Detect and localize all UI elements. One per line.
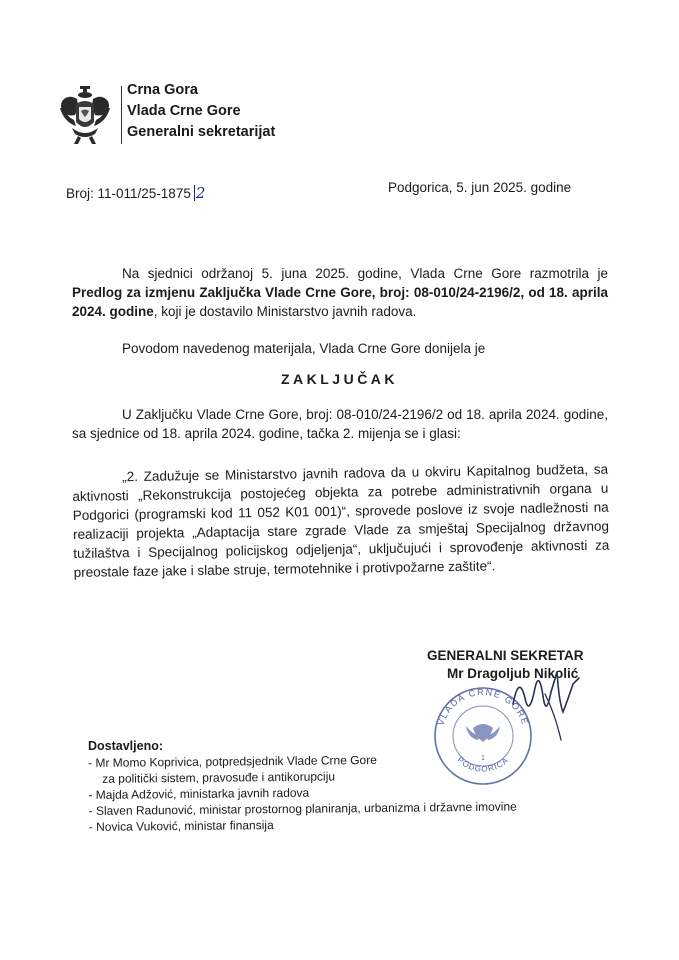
handwritten-signature <box>505 664 595 744</box>
intro-paragraph <box>72 264 608 321</box>
distribution-item: - Majda Adžović, ministarka javnih radova <box>88 785 310 802</box>
header-line-country: Crna Gora <box>127 82 198 98</box>
seal-top-text: VLADA CRNE GORE <box>435 686 531 727</box>
distribution-list <box>88 738 516 835</box>
distribution-item-line: - Mr Momo Koprivica, potpredsjednik Vlade Crne Gore <box>88 752 377 770</box>
header-line-government: Vlada Crne Gore <box>127 103 241 119</box>
amended-point-paragraph: „2. Zadužuje se Ministarstvo javnih radova da u okviru Kapitalnog budžeta, sa aktivnosti „Rekonstrukcija postojećeg objekta za potrebe administrativnih organa u Podgorici (programski kod 11 052 K01 001)“, sprovede poslove iz svoje nadležnosti na realizaciji projekta „Adaptacija stare zgrade Vlade za smještaj Specijalnog državnog tužilaštva i Specijalnog policijskog odjeljenja“, uključujući i sprovođenje aktivnosti za preostale faze jake i slabe struje, termotehnike i protivpožarne zaštite“. <box>72 461 610 580</box>
conclusion-heading: ZAKLJUČAK <box>280 371 399 387</box>
intro-text-start: Na sjednici održanoj 5. juna 2025. godine, Vlada Crne Gore razmotrila je <box>122 266 608 281</box>
institution-header <box>127 80 275 143</box>
document-number <box>66 184 205 202</box>
seal-bottom-text: PODGORICA <box>455 755 511 774</box>
place-and-date: Podgorica, 5. jun 2025. godine <box>388 180 572 195</box>
intro-text-end: , koji je dostavilo Ministarstvo javnih radova. <box>153 304 417 319</box>
seal-number: 1 <box>481 755 485 762</box>
proposal-title: Predlog za izmjenu Zaključka Vlade Crne Gore, broj: 08-010/24-2196/2, od 18. aprila 2024. godine <box>72 285 608 319</box>
coat-of-arms-icon <box>58 84 112 146</box>
signatory-title: GENERALNI SEKRETAR <box>427 648 584 663</box>
distribution-items <box>88 751 517 835</box>
header-divider <box>121 86 122 144</box>
document-number-text: Broj: 11-011/25-1875 <box>66 186 191 201</box>
signatory-name: Mr Dragoljub Nikolić <box>447 666 579 681</box>
distribution-item: - Slaven Radunović, ministar prostornog planiranja, urbanizma i državne imovine <box>88 799 517 818</box>
document-number-handwritten: 2 <box>195 184 206 202</box>
amendment-paragraph: U Zaključku Vlade Crne Gore, broj: 08-010/24-2196/2 od 18. aprila 2024. godine, sa sjednice od 18. aprila 2024. godine, tačka 2. mijenja se i glasi: <box>72 407 608 441</box>
distribution-title: Dostavljeno: <box>88 739 164 753</box>
distribution-item-continuation: za politički sistem, pravosuđe i antikorupciju <box>102 769 336 786</box>
distribution-item: - Novica Vuković, ministar finansija <box>88 818 274 834</box>
adoption-paragraph: Povodom navedenog materijala, Vlada Crne Gore donijela je <box>122 341 486 356</box>
header-line-secretariat: Generalni sekretarijat <box>127 124 276 140</box>
handwritten-bar <box>194 185 195 201</box>
distribution-item <box>88 751 517 787</box>
